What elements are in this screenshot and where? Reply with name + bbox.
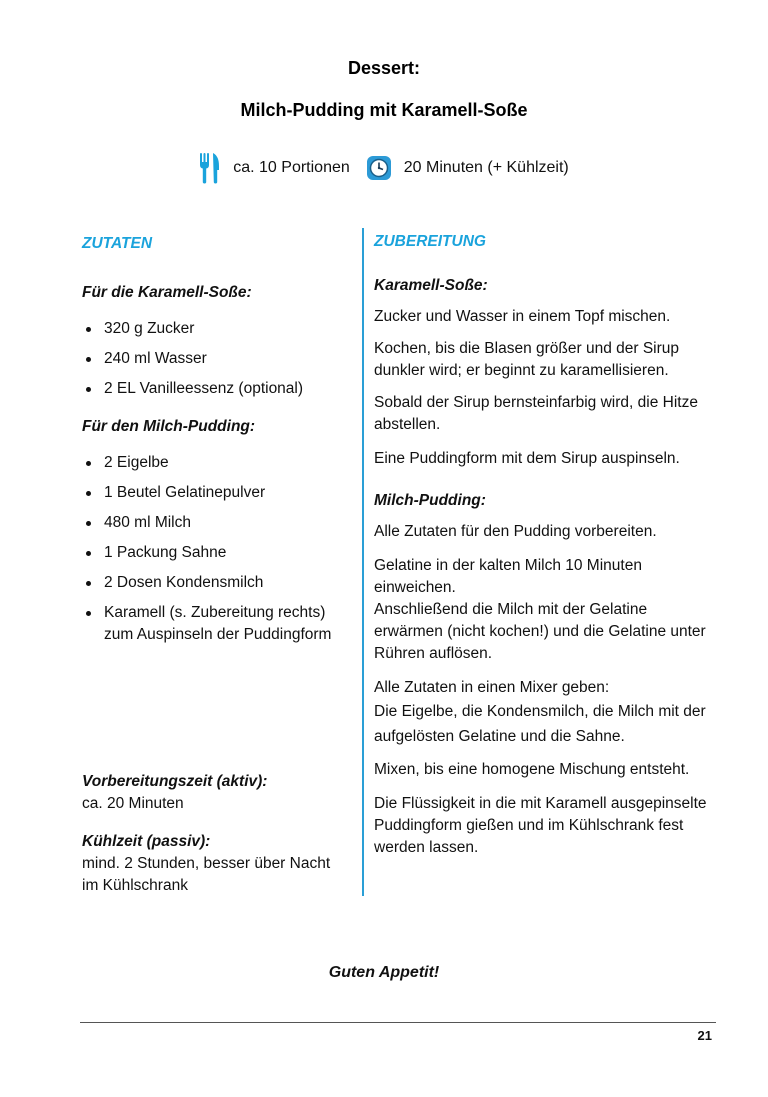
recipe-meta (0, 150, 768, 186)
page-number: 21 (697, 1028, 712, 1043)
preparation-column (374, 228, 714, 859)
sauce-ingredients-heading: Für die Karamell-Soße: (82, 284, 252, 301)
sauce-step: Zucker und Wasser in einem Topf mischen. (374, 308, 671, 325)
ingredients-heading: ZUTATEN (82, 235, 153, 252)
chill-time-value: mind. 2 Stunden, besser über Nacht im Kühlschrank (82, 855, 331, 894)
list-item: 1 Beutel Gelatinepulver (82, 482, 352, 504)
servings-info (199, 152, 350, 184)
closing-text: Guten Appetit! (328, 964, 440, 981)
list-item: 480 ml Milch (82, 512, 352, 534)
pudding-step: Die Eigelbe, die Kondensmilch, die Milch mit der aufgelösten Gelatine und die Sahne. (374, 703, 706, 745)
list-item: 1 Packung Sahne (82, 542, 352, 564)
ingredients-column (82, 228, 352, 894)
sauce-step: Sobald der Sirup bernsteinfarbig wird, die Hitze abstellen. (374, 394, 698, 433)
recipe-title: Milch-Pudding mit Karamell-Soße (240, 100, 528, 120)
preparation-heading: ZUBEREITUNG (374, 233, 486, 250)
time-text: 20 Minuten (+ Kühlzeit) (403, 159, 569, 176)
list-item: 2 Dosen Kondensmilch (82, 572, 352, 594)
prep-time-value: ca. 20 Minuten (82, 795, 184, 812)
list-item: 240 ml Wasser (82, 348, 352, 370)
sauce-step: Kochen, bis die Blasen größer und der Sirup dunkler wird; er beginnt zu karamellisieren. (374, 340, 680, 379)
pudding-step: Mixen, bis eine homogene Mischung entsteht. (374, 761, 690, 778)
column-divider (362, 228, 364, 896)
servings-text: ca. 10 Portionen (233, 159, 350, 176)
list-item: 2 Eigelbe (82, 452, 352, 474)
pudding-step: Alle Zutaten für den Pudding vorbereiten. (374, 523, 657, 540)
time-info (366, 154, 569, 182)
pudding-ingredient-list (82, 452, 352, 646)
prep-time-label: Vorbereitungszeit (aktiv): (82, 773, 268, 790)
pudding-step: Anschließend die Milch mit der Gelatine erwärmen (nicht kochen!) und die Gelatine unter Rühren auflösen. (374, 601, 706, 662)
pudding-step: Gelatine in der kalten Milch 10 Minuten einweichen. (374, 557, 642, 596)
fork-knife-icon (199, 152, 221, 184)
pudding-steps-heading: Milch-Pudding: (374, 492, 486, 509)
list-item: Karamell (s. Zubereitung rechts) zum Auspinseln der Puddingform (82, 602, 352, 646)
list-item: 320 g Zucker (82, 318, 352, 340)
sauce-step: Eine Puddingform mit dem Sirup auspinseln. (374, 450, 680, 467)
sauce-ingredient-list (82, 318, 352, 400)
recipe-category: Dessert: (347, 58, 421, 78)
chill-time-label: Kühlzeit (passiv): (82, 833, 211, 850)
sauce-steps-heading: Karamell-Soße: (374, 277, 488, 294)
timer-icon (366, 154, 392, 182)
footer-rule (80, 1022, 716, 1023)
pudding-ingredients-heading: Für den Milch-Pudding: (82, 418, 256, 435)
list-item: 2 EL Vanilleessenz (optional) (82, 378, 352, 400)
pudding-step: Die Flüssigkeit in die mit Karamell ausgepinselte Puddingform gießen und im Kühlschrank fest werden lassen. (374, 795, 707, 856)
pudding-step: Alle Zutaten in einen Mixer geben: (374, 679, 610, 696)
